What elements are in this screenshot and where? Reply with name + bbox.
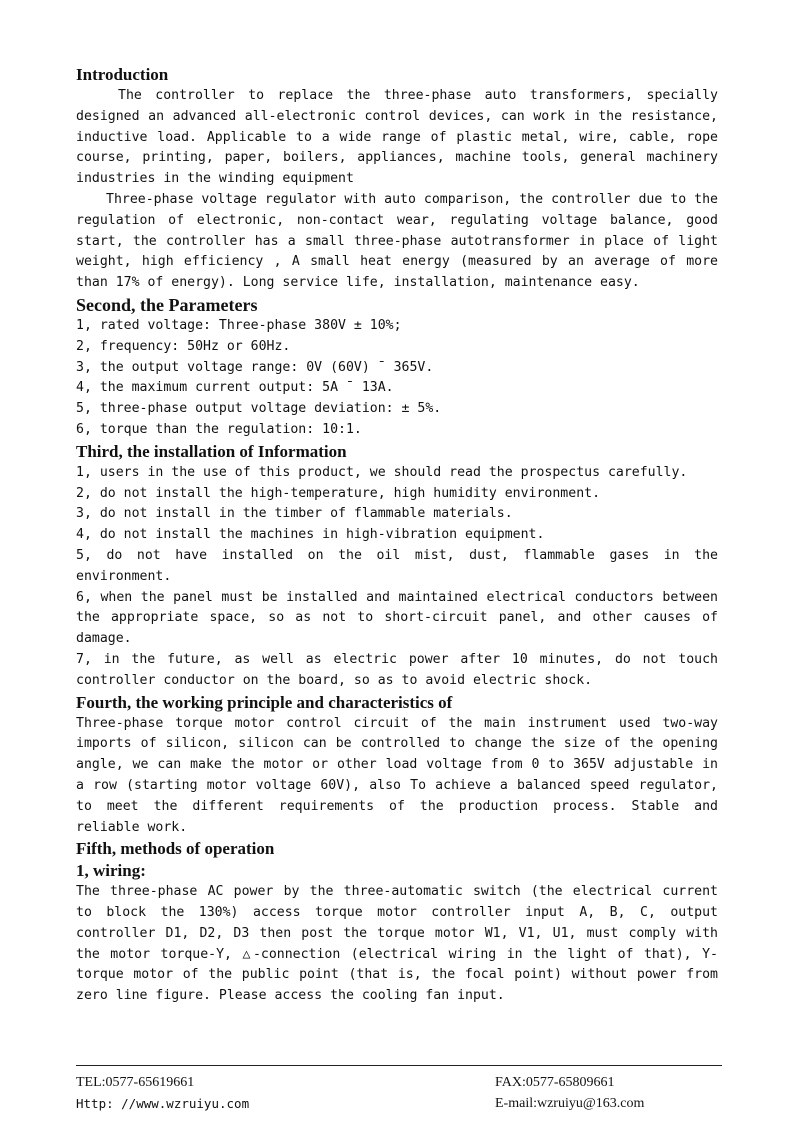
parameter-item: 1, rated voltage: Three-phase 380V ± 10%;	[76, 317, 402, 333]
parameter-item: 3, the output voltage range: 0V (60V) ¯ 365V.	[76, 359, 434, 375]
parameter-item: 5, three-phase output voltage deviation: ± 5%.	[76, 401, 442, 417]
footer-tel: TEL:0577-65619661	[76, 1075, 195, 1090]
footer-website: Http: //www.wzruiyu.com	[76, 1096, 250, 1111]
section-heading-introduction: Introduction	[76, 65, 169, 84]
section-heading-parameters: Second, the Parameters	[76, 294, 258, 315]
footer-email: E-mail:wzruiyu@163.com	[495, 1096, 645, 1111]
subheading-wiring: 1, wiring:	[76, 861, 146, 881]
parameter-item: 2, frequency: 50Hz or 60Hz.	[76, 338, 291, 354]
parameter-item: 4, the maximum current output: 5A ¯ 13A.	[76, 380, 394, 396]
footer-fax: FAX:0577-65809661	[495, 1075, 615, 1090]
document-body	[76, 64, 718, 1007]
wiring-paragraph: The three-phase AC power by the three-automatic switch (the electrical current to block the 130%) access torque motor controller input A, B, C, output controller D1, D2, D3 then post the torque motor W1, V1, U1, must comply with the motor torque-Y, △-connection (electrical wiring in the light of that), Y-torque motor of the public point (that is, the focal point) without power from zero line figure. Please access the cooling fan input.	[76, 884, 718, 1004]
parameter-item: 6, torque than the regulation: 10:1.	[76, 421, 362, 437]
installation-item: 2, do not install the high-temperature, high humidity environment.	[76, 485, 601, 501]
installation-item: 7, in the future, as well as electric power after 10 minutes, do not touch controller conductor on the board, so as to avoid electric shock.	[76, 651, 718, 688]
installation-item: 1, users in the use of this product, we should read the prospectus carefully.	[76, 464, 688, 480]
installation-item: 5, do not have installed on the oil mist, dust, flammable gases in the environment.	[76, 547, 718, 584]
section-heading-principle: Fourth, the working principle and characteristics of	[76, 692, 453, 712]
footer-divider	[76, 1065, 722, 1066]
installation-item: 3, do not install in the timber of flammable materials.	[76, 506, 513, 522]
installation-item: 4, do not install the machines in high-vibration equipment.	[76, 527, 545, 543]
principle-paragraph: Three-phase torque motor control circuit of the main instrument used two-way imports of silicon, silicon can be controlled to change the size of the opening angle, we can make the motor or other load voltage from 0 to 365V adjustable in a row (starting motor voltage 60V), also To achieve a balanced speed regulator, to meet the different requirements of the production process. Stable and reliable work.	[76, 715, 718, 835]
installation-item: 6, when the panel must be installed and maintained electrical conductors between the appropriate space, so as not to short-circuit panel, and other causes of damage.	[76, 589, 718, 647]
intro-paragraph-1: The controller to replace the three-phase auto transformers, specially designed an advanced all-electronic control devices, can work in the resistance, inductive load. Applicable to a wide range of plastic metal, wire, cable, rope course, printing, paper, boilers, appliances, machine tools, general machinery industries in the winding equipment	[76, 88, 718, 187]
intro-paragraph-2: Three-phase voltage regulator with auto comparison, the controller due to the regulation of electronic, non-contact wear, regulating voltage balance, good start, the controller has a small three-phase autotransformer in place of light weight, high efficiency , A small heat energy (measured by an average of more than 17% of energy). Long service life, installation, maintenance easy.	[76, 191, 718, 291]
section-heading-installation: Third, the installation of Information	[76, 441, 347, 461]
section-heading-operation: Fifth, methods of operation	[76, 839, 275, 859]
